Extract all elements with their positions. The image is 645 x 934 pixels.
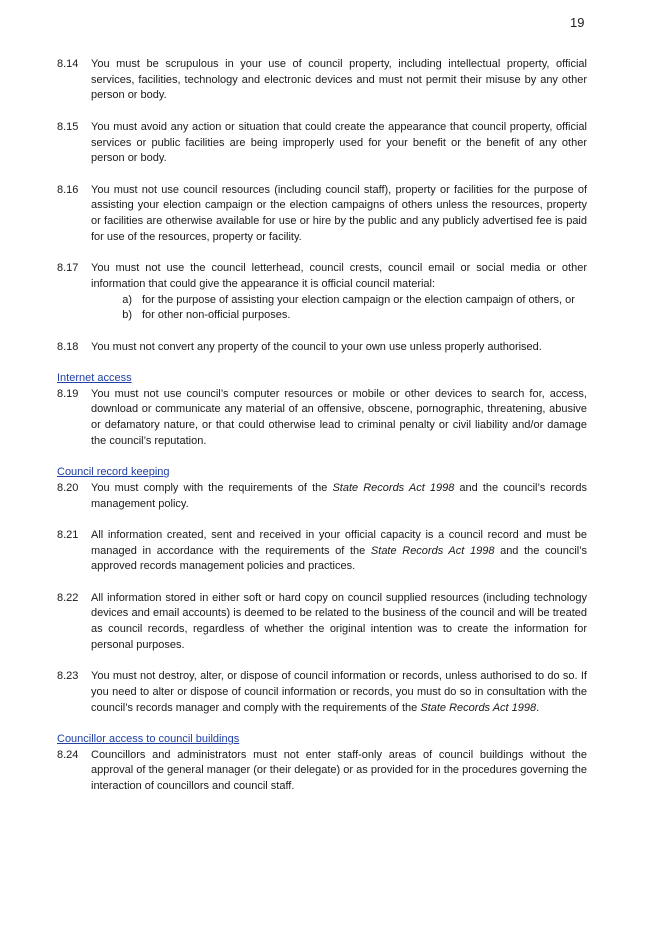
clause-number: 8.21 (57, 528, 79, 541)
clause-8-18 (57, 340, 587, 356)
text-segment: and the council’s approved records management policies and practices. (91, 544, 587, 573)
list-item-text: for the purpose of assisting your election campaign or the election campaign of others, or (142, 293, 575, 306)
clause-number: 8.16 (57, 183, 79, 196)
clause-8-23 (57, 669, 587, 716)
clause-text: All information stored in either soft or hard copy on council supplied resources (including technology devices and email accounts) is deemed to be related to the business of the council and will be treated as council records, regardless of whether the original intention was to create the information for personal purposes. (91, 591, 587, 651)
act-title: State Records Act 1998 (332, 481, 455, 494)
text-segment: You must comply with the requirements of the (91, 481, 333, 494)
text-segment: . (536, 701, 540, 714)
text-segment: You must not destroy, alter, or dispose of council information or records, unless authorised to do so. If you need to alter or dispose of council information or records, you must do so in consultation with the council’s records manager and comply with the requirements of the (91, 670, 587, 714)
clause-number: 8.19 (57, 387, 79, 400)
list-letter: b) (122, 309, 132, 322)
act-title: State Records Act 1998 (370, 544, 495, 557)
clause-8-17 (57, 261, 587, 324)
clause-text: You must not use council resources (including council staff), property or facilities for the purpose of assisting your election campaign or the election campaigns of others unless the resources, property or facilities are otherwise available for use or hire by the public and any publicly advertised fee is paid for use of the resources, property or facility. (91, 183, 587, 243)
clause-text: You must be scrupulous in your use of council property, including intellectual property, official services, facilities, technology and electronic devices and must not permit their misuse by any other person or body. (91, 58, 587, 102)
page-number: 19 (570, 15, 585, 30)
clause-8-15 (57, 120, 587, 167)
document-body (57, 57, 587, 795)
clause-8-24 (57, 748, 587, 795)
list-item (91, 308, 587, 324)
list-item-text: for other non-official purposes. (142, 309, 291, 322)
heading-internet-access[interactable]: Internet access (57, 371, 132, 384)
text-segment: All information created, sent and received in your official capacity is a council record and must be managed in accordance with the requirements of the (91, 528, 587, 557)
clause-body (91, 261, 587, 324)
clause-number: 8.14 (57, 58, 79, 70)
text-segment: and the council’s records management policy. (91, 481, 587, 510)
list-item (91, 293, 587, 309)
clause-text: You must avoid any action or situation that could create the appearance that council property, official services or public facilities are being improperly used for your benefit or the benefit of any other person or body. (91, 120, 587, 165)
heading-council-record-keeping[interactable]: Council record keeping (57, 466, 170, 479)
clause-8-14 (57, 57, 587, 104)
clause-8-16 (57, 183, 587, 246)
clause-text (91, 481, 587, 512)
clause-text (91, 528, 587, 575)
clause-text (91, 669, 587, 716)
clause-8-22 (57, 591, 587, 654)
clause-8-19 (57, 387, 587, 450)
clause-number: 8.22 (57, 591, 79, 604)
clause-text: Councillors and administrators must not enter staff-only areas of council buildings without the approval of the general manager (or their delegate) or as provided for in the procedures governing the interaction of councillors and council staff. (91, 748, 587, 793)
clause-number: 8.20 (57, 481, 79, 494)
heading-councillor-access[interactable]: Councillor access to council buildings (57, 733, 240, 746)
clause-text: You must not use council’s computer resources or mobile or other devices to search for, access, download or communicate any material of an offensive, obscene, pornographic, threatening, abusive or defamatory nature, or that could otherwise lead to criminal penalty or civil liability and/or damage the council’s reputation. (91, 387, 587, 447)
list-letter: a) (122, 293, 132, 306)
sub-list (91, 293, 587, 324)
clause-number: 8.24 (57, 748, 79, 761)
clause-text: You must not convert any property of the council to your own use unless properly authorised. (91, 340, 542, 353)
act-title: State Records Act 1998 (420, 701, 537, 714)
clause-8-21 (57, 528, 587, 575)
clause-8-20 (57, 481, 587, 512)
clause-text: You must not use the council letterhead, council crests, council email or social media or other information that could give the appearance it is official council material: (91, 262, 587, 290)
clause-number: 8.18 (57, 340, 79, 353)
clause-number: 8.17 (57, 262, 79, 275)
clause-number: 8.15 (57, 120, 79, 133)
clause-number: 8.23 (57, 670, 79, 683)
